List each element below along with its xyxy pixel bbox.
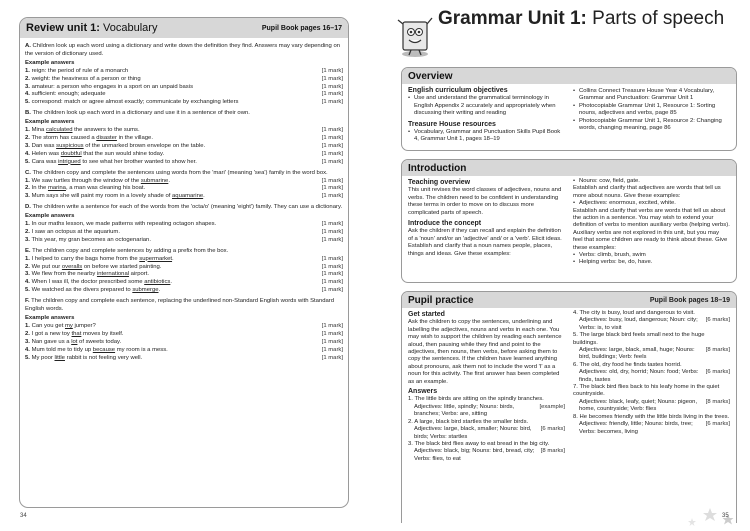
answer-row: [25, 84, 343, 92]
answer-sentence-part: We put our: [31, 263, 62, 270]
answer-row: [25, 135, 343, 143]
answer-row: [25, 178, 343, 186]
answer-mark: [6 marks]: [705, 317, 730, 324]
answer-row: [25, 279, 343, 287]
book-mascot-icon: [397, 14, 433, 58]
objectives-text: • Use and understand the grammatical terminology in English Appendix 2 accurately and appropriately when discussing their writing and reading: [408, 95, 565, 117]
answer-sentence-part: My poor: [31, 354, 55, 361]
mark-label: [1 mark]: [321, 150, 343, 157]
answer-text: [25, 264, 161, 272]
decorative-stars-icon: [640, 500, 750, 530]
answer-number: 4.: [25, 279, 30, 286]
resource-item: • Collins Connect Treasure House Year 4 Vocabulary, Grammar and Punctuation: Grammar Unit 1: [573, 88, 730, 103]
answer-number: 5.: [25, 354, 30, 361]
underlined-word: overalls: [61, 263, 83, 270]
example-nouns: • Nouns: cow, field, gate.: [573, 178, 730, 185]
answer-text: [25, 237, 151, 245]
answer-sentence-part: Mum told me to tidy up: [31, 346, 93, 353]
unit-title-rest: Parts of speech: [586, 8, 725, 29]
answer-sentence-part: to see what her brother wanted to show her.: [80, 158, 197, 165]
mark-label: [1 mark]: [321, 75, 343, 82]
answer-detail-text: Adjectives: busy, loud, dangerous; Noun: city; Verbs: is, to visit: [579, 317, 698, 331]
answer-detail: [573, 399, 730, 414]
answer-sentence-part: I helped to carry the bags home from the: [31, 255, 140, 262]
answer-sentence-part: moves by itself.: [81, 330, 124, 337]
section-letter: F.: [25, 298, 30, 305]
underlined-word: calculated: [45, 127, 73, 134]
practice-left: [408, 310, 565, 463]
answer-text: [25, 256, 174, 264]
answer-text: [25, 159, 197, 167]
answer-row: [25, 287, 343, 295]
mark-label: [1 mark]: [321, 158, 343, 165]
answer-number: 5.: [25, 99, 30, 106]
section-instruction: [25, 204, 343, 212]
answer-number: 2.: [25, 330, 30, 337]
answer-detail-text: Adjectives: large, black, smaller; Nouns: bird, birds; Verbs: startles: [414, 426, 532, 440]
practice-heading: Pupil practice: [408, 294, 474, 306]
answer-number: 2.: [25, 228, 30, 235]
section-text: Children look up each word using a dictionary and write down the definition they find. Answers may vary depending on the version of dictionary used.: [25, 43, 341, 57]
answer-detail-text: Adjectives: little, spindly; Nouns: birds, branches; Verbs: are, sitting: [414, 403, 515, 418]
overview-left: [408, 86, 565, 144]
underlined-word: that: [71, 330, 82, 337]
answer-number: 4.: [25, 346, 30, 353]
mark-label: [1 mark]: [321, 67, 343, 74]
answer-sentence-part: Can you get: [31, 322, 65, 329]
review-title-rest: Vocabulary: [99, 22, 158, 34]
answer-sentence-part: In the: [31, 185, 48, 192]
introduction-header: [402, 160, 736, 176]
answer-sentence-part: .: [168, 177, 170, 184]
section-instruction: [25, 248, 343, 256]
mark-label: [1 mark]: [321, 185, 343, 192]
mark-label: [1 mark]: [321, 354, 343, 361]
answer-text: [25, 221, 216, 229]
mark-label: [1 mark]: [321, 91, 343, 98]
answer-text: [25, 84, 193, 92]
teaching-overview-heading: Teaching overview: [408, 179, 471, 186]
review-section: [25, 248, 343, 295]
answer-detail: [573, 369, 730, 384]
answer-sentence-part: my room is a mess.: [115, 346, 168, 353]
answer-number: 3.: [25, 236, 30, 243]
mark-label: [1 mark]: [321, 127, 343, 134]
answer-detail: [573, 421, 730, 436]
answer-text: [25, 279, 172, 287]
answer-sentence-part: on before we started painting.: [82, 263, 162, 270]
practice-right: [573, 310, 730, 463]
mark-label: [1 mark]: [321, 346, 343, 353]
answer-sentence: sufficient: enough; adequate: [31, 91, 106, 98]
section-text: The children write a sentence for each of the words from the 'octa/o' (meaning 'eight') family. They can use a dictionary.: [32, 204, 343, 211]
practice-header: [402, 292, 736, 308]
answer-number: 3.: [25, 271, 30, 278]
introduction-body: [402, 176, 736, 269]
answer-text: [25, 323, 96, 331]
answer-sentence-part: We saw turtles through the window of the: [31, 177, 141, 184]
answer-sentence: reign: the period of rule of a monarch: [31, 67, 129, 74]
answer-sentence-part: .: [170, 279, 173, 286]
answer-mark: [8 marks]: [705, 398, 730, 405]
section-letter: A.: [25, 43, 31, 49]
section-letter: E.: [25, 247, 31, 254]
answer-sentence-part: Dan was: [31, 142, 57, 149]
answer-number: 2.: [25, 263, 30, 270]
answer-sentence-part: airport.: [129, 271, 150, 278]
answer-detail: [408, 426, 565, 441]
answer-mark: [6 marks]: [705, 369, 730, 376]
adjectives-text: Establish and clarify that adjectives are words that tell us more about nouns. Give these examples:: [573, 185, 721, 199]
answer-sentence-part: The storm has caused a: [31, 134, 97, 141]
answer-text: [25, 76, 141, 84]
answer-number: 2.: [25, 75, 30, 82]
answer-item: 4. The city is busy, loud and dangerous to visit.: [573, 310, 695, 316]
answer-mark: [6 marks]: [705, 421, 730, 428]
resources-heading: Treasure House resources: [408, 120, 496, 128]
review-section: [25, 204, 343, 245]
answer-row: [25, 331, 343, 339]
overview-box: [401, 67, 737, 151]
answer-text: [25, 347, 168, 355]
answer-sentence-part: Cara was: [31, 158, 59, 165]
answer-row: [25, 127, 343, 135]
answer-row: [25, 76, 343, 84]
underlined-word: submerge: [132, 287, 159, 294]
answer-sentence-part: Helen was: [31, 150, 61, 157]
resource-item: • Photocopiable Grammar Unit 1, Resource 1: Sorting nouns, adjectives and verbs, page 85: [573, 103, 730, 118]
mark-label: [1 mark]: [321, 330, 343, 337]
answer-sentence: correspond: match or agree almost exactly; communicate by exchanging letters: [31, 99, 239, 106]
answer-number: 2.: [25, 134, 30, 141]
teaching-overview-text: This unit revises the word classes of adjectives, nouns and verbs. The children need to be confident in understanding these terms in order to move on to discuss more complicated parts of speech.: [408, 187, 562, 216]
underlined-word: little: [54, 354, 65, 361]
answer-number: 5.: [25, 287, 30, 294]
answer-text: [25, 271, 149, 279]
answer-mark: [example]: [539, 403, 565, 410]
answer-sentence-part: of sweets today.: [77, 338, 122, 345]
page-number-left: 34: [20, 513, 27, 519]
overview-heading: Overview: [408, 70, 453, 82]
answer-text: [25, 68, 128, 76]
answer-number: 1.: [25, 255, 30, 262]
answer-item: 5. The large black bird feels small next to the huge buildings.: [573, 332, 705, 346]
answer-number: 1.: [25, 221, 30, 228]
mark-label: [1 mark]: [321, 193, 343, 200]
answer-detail-text: Adjectives: friendly, little; Nouns: birds, tree; Verbs: becomes, living: [579, 421, 693, 435]
mark-label: [1 mark]: [321, 83, 343, 90]
answer-text: [25, 99, 239, 107]
section-instruction: [25, 298, 343, 314]
example-adjectives: • Adjectives: enormous, excited, white.: [573, 200, 730, 207]
answer-row: [25, 143, 343, 151]
example-verbs: • Verbs: climb, brush, swim: [573, 252, 730, 259]
answer-row: [25, 264, 343, 272]
section-text: The children look up each word in a dictionary and use it in a sentence of their own.: [32, 110, 250, 117]
answer-number: 4.: [25, 91, 30, 98]
answer-row: [25, 347, 343, 355]
answer-number: 1.: [25, 322, 30, 329]
answer-sentence-part: .: [172, 255, 174, 262]
mark-label: [1 mark]: [321, 271, 343, 278]
answer-text: [25, 287, 160, 295]
mark-label: [1 mark]: [321, 228, 343, 235]
intro-left: [408, 178, 565, 267]
answer-row: [25, 323, 343, 331]
answer-item: 1. The little birds are sitting on the spindly branches.: [408, 396, 544, 403]
objectives-heading: English curriculum objectives: [408, 87, 508, 94]
underlined-word: because: [92, 346, 116, 353]
introduce-concept-text: Ask the children if they can recall and explain the definition of a 'noun' and/or an 'adjective' and/ or a 'verb'. Elicit ideas. Establish and clarify that a noun names people, places, things and ideas. Give these examples:: [408, 228, 562, 257]
answer-text: [25, 178, 170, 186]
answer-text: [25, 185, 145, 193]
resource-item: • Photocopiable Grammar Unit 1, Resource 2: Changing words, changing meaning, page 86: [573, 118, 730, 133]
example-answers-label: Example answers: [25, 119, 75, 126]
mark-label: [1 mark]: [321, 221, 343, 228]
answer-detail-text: Adjectives: black, big; Nouns: bird, bread, city; Verbs: flies, to eat: [414, 448, 535, 462]
pupil-practice-box: [401, 291, 737, 523]
answer-sentence-part: , a man was cleaning his boat.: [65, 185, 146, 192]
answer-row: [25, 68, 343, 76]
underlined-word: suspicious: [56, 142, 84, 149]
underlined-word: supermarket: [139, 255, 173, 262]
underlined-word: my: [64, 322, 73, 329]
section-instruction: [25, 170, 343, 178]
answer-number: 3.: [25, 338, 30, 345]
answer-sentence-part: I got a new toy: [31, 330, 72, 337]
answer-item: 7. The black bird flies back to his leafy home in the quiet countryside.: [573, 384, 720, 398]
answer-detail-text: Adjectives: old, dry, horrid; Noun: food; Verbs: finds, tastes: [579, 369, 699, 383]
underlined-word: intrigued: [58, 158, 81, 165]
answer-row: [25, 271, 343, 279]
answer-sentence-part: Nan gave us a: [31, 338, 72, 345]
review-pupil-pages: Pupil Book pages 16–17: [261, 24, 342, 32]
introduction-heading: Introduction: [408, 162, 467, 174]
answer-text: [25, 135, 153, 143]
review-section: [25, 170, 343, 202]
answer-row: [25, 237, 343, 245]
answer-text: [25, 339, 121, 347]
answer-number: 1.: [25, 127, 30, 134]
answer-sentence-part: in the village.: [116, 134, 153, 141]
underlined-word: doubtful: [60, 150, 82, 157]
answer-sentence: weight: the heaviness of a person or thing: [31, 75, 141, 82]
answer-sentence-part: that the sun would shine today.: [81, 150, 165, 157]
mark-label: [1 mark]: [321, 236, 343, 243]
answer-item: 2. A large, black bird startles the smaller birds.: [408, 418, 529, 425]
section-text: The children copy and complete the sentences using words from the 'mari' (meaning 'sea') family in the word box.: [32, 169, 328, 176]
answer-mark: [8 marks]: [705, 347, 730, 354]
review-header: [20, 18, 348, 38]
section-instruction: [25, 110, 343, 118]
answer-number: 1.: [25, 177, 30, 184]
overview-header: [402, 68, 736, 84]
introduce-concept-heading: Introduce the concept: [408, 220, 482, 228]
answer-text: [25, 229, 120, 237]
answer-text: [25, 331, 124, 339]
review-section: [25, 110, 343, 166]
section-letter: B.: [25, 110, 31, 117]
answer-sentence-part: Mina: [31, 127, 46, 134]
practice-pupil-pages: Pupil Book pages 18–19: [649, 296, 730, 304]
answer-row: [25, 221, 343, 229]
answer-row: [25, 91, 343, 99]
answer-sentence-part: .: [203, 193, 205, 200]
answer-number: 3.: [25, 83, 30, 90]
answer-detail-text: Adjectives: large, black, small, huge; Nouns: bird, buildings; Verb: feels: [579, 347, 695, 361]
answer-item: 6. The old, dry food he finds tastes horrid.: [573, 361, 682, 368]
section-instruction: [25, 43, 343, 59]
answer-text: [25, 151, 164, 159]
answer-detail: [573, 317, 730, 332]
answer-number: 5.: [25, 158, 30, 165]
mark-label: [1 mark]: [321, 177, 343, 184]
mark-label: [1 mark]: [321, 142, 343, 149]
introduction-box: [401, 159, 737, 283]
answer-sentence-part: We flew from the nearby: [31, 271, 97, 278]
answer-text: [25, 127, 140, 135]
answer-mark: [6 marks]: [540, 426, 565, 433]
review-title: [26, 22, 157, 34]
get-started-text: Ask the children to copy the sentences, underlining and labelling the adjectives, nouns and verbs in each one. You may wish to support the children by reading each sentence aloud, then pausing while they find and point to the adjectives, then nouns, then verbs, before asking them to copy the sentences. If the children have learned anything about pronouns, ask them not to include the word 'I' as a noun for this activity. The first answer has been completed as an example.: [408, 319, 562, 385]
answer-item: 8. He becomes friendly with the little birds living in the trees.: [573, 413, 730, 420]
review-body: [20, 38, 348, 362]
unit-title-bold: Grammar Unit 1:: [438, 8, 587, 29]
answer-sentence-part: When I was ill, the doctor prescribed some: [31, 279, 145, 286]
underlined-word: international: [96, 271, 130, 278]
resources-text: • Vocabulary, Grammar and Punctuation Skills Pupil Book 4, Grammar Unit 1, pages 18–19: [408, 129, 565, 144]
page-number-right: 35: [722, 513, 729, 519]
answer-number: 3.: [25, 193, 30, 200]
answer-sentence-part: .: [158, 287, 161, 294]
answer-row: [25, 159, 343, 167]
section-letter: C.: [25, 169, 31, 176]
mark-label: [1 mark]: [321, 99, 343, 106]
answer-number: 3.: [25, 142, 30, 149]
section-text: The children copy and complete sentences by adding a prefix from the box.: [32, 247, 229, 254]
answer-row: [25, 185, 343, 193]
verbs-text: Establish and clarify that verbs are words that tell us about the action in a sentence. You may wish to extend your definition of verbs to mention auxiliary verbs (helping verbs). Auxiliary verbs are not explored in this unit, but you may feel that some children are ready to think about these. Give these examples:: [573, 207, 730, 251]
answer-row: [25, 355, 343, 363]
mark-label: [1 mark]: [321, 255, 343, 262]
answer-sentence-part: rabbit is not feeling very well.: [64, 354, 143, 361]
example-answers-label: Example answers: [25, 59, 75, 66]
answer-row: [25, 193, 343, 201]
review-unit-box: [19, 17, 349, 508]
section-letter: D.: [25, 204, 31, 211]
example-answers-label: Example answers: [25, 315, 75, 321]
underlined-word: aquamarine: [172, 193, 204, 200]
answer-sentence-part: We watched as the divers prepared to: [31, 287, 133, 294]
answer-sentence-part: jumper?: [72, 322, 96, 329]
get-started-heading: Get started: [408, 311, 445, 318]
answer-number: 2.: [25, 185, 30, 192]
answer-sentence-part: of the unmarked brown envelope on the table.: [83, 142, 206, 149]
answer-detail: [408, 404, 565, 419]
mark-label: [1 mark]: [321, 263, 343, 270]
answers-heading: Answers: [408, 388, 438, 396]
answer-text: [25, 91, 105, 99]
answer-sentence-part: the answers to the sums.: [72, 127, 140, 134]
answer-text: [25, 355, 142, 363]
answer-text: [25, 143, 205, 151]
practice-body: [402, 308, 736, 465]
mark-label: [1 mark]: [321, 134, 343, 141]
overview-body: [402, 84, 736, 146]
answer-sentence: In our maths lesson, we made patterns with repeating octagon shapes.: [31, 221, 217, 228]
answer-number: 1.: [25, 67, 30, 74]
answer-sentence-part: Mum says she will paint my room in a lovely shade of: [31, 193, 173, 200]
mark-label: [1 mark]: [321, 287, 343, 294]
unit-title: [438, 8, 738, 30]
answer-sentence: I saw an octopus at the aquarium.: [31, 228, 120, 235]
underlined-word: antibiotics: [144, 279, 171, 286]
answer-row: [25, 339, 343, 347]
underlined-word: lot: [71, 338, 78, 345]
review-title-bold: Review unit 1:: [26, 22, 100, 34]
answer-row: [25, 151, 343, 159]
answer-detail: [408, 448, 565, 463]
overview-right: [573, 86, 730, 144]
answer-text: [25, 193, 205, 201]
example-helping-verbs: • Helping verbs: be, do, have.: [573, 259, 730, 266]
answer-sentence: This year, my gran becomes an octogenarian.: [31, 236, 151, 243]
underlined-word: marina: [47, 185, 66, 192]
intro-right: [573, 178, 730, 267]
answer-item: 3. The black bird flies away to eat bread in the big city.: [408, 440, 550, 447]
mark-label: [1 mark]: [321, 322, 343, 329]
underlined-word: submarine: [140, 177, 169, 184]
underlined-word: disaster: [96, 134, 117, 141]
mark-label: [1 mark]: [321, 338, 343, 345]
answer-number: 4.: [25, 150, 30, 157]
review-section: [25, 298, 343, 362]
answer-detail-text: Adjectives: black, leafy, quiet; Nouns: pigeon, home, countryside; Verb: flies: [579, 398, 698, 413]
mark-label: [1 mark]: [321, 279, 343, 286]
answer-row: [25, 256, 343, 264]
review-section: [25, 43, 343, 107]
answer-detail: [573, 347, 730, 362]
answer-sentence: amateur: a person who engages in a sport on an unpaid basis: [31, 83, 194, 90]
answer-row: [25, 229, 343, 237]
example-answers-label: Example answers: [25, 213, 75, 220]
answer-row: [25, 99, 343, 107]
answer-mark: [8 marks]: [540, 448, 565, 455]
section-text: The children copy and complete each sentence, replacing the underlined non-Standard English words with Standard English words.: [25, 298, 335, 313]
